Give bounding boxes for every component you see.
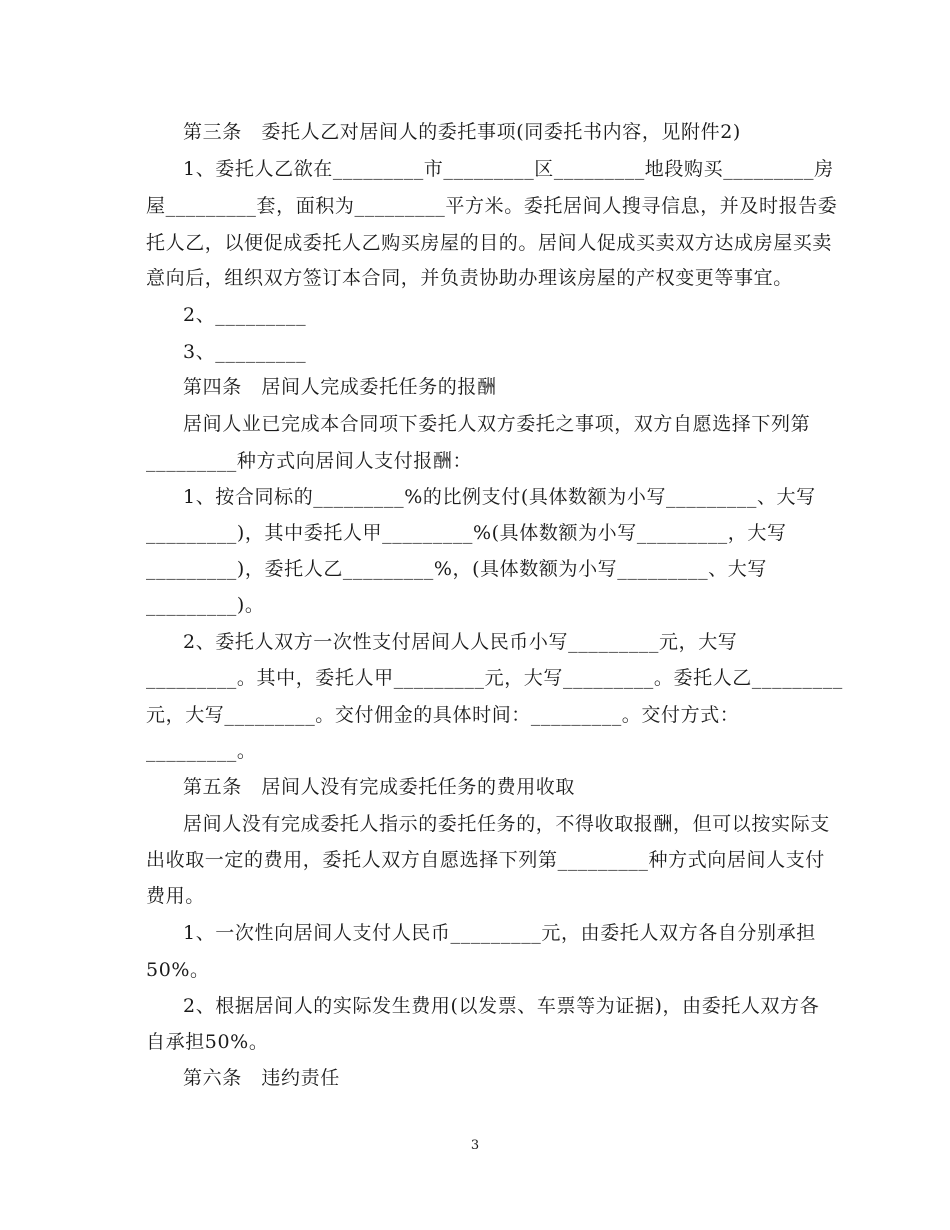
paragraph-line: 3、_________ [183, 341, 307, 363]
paragraph-line: 托人乙，以便促成委托人乙购买房屋的目的。居间人促成买卖双方达成房屋买卖 [146, 232, 833, 254]
paragraph-line: 元，大写_________。交付佣金的具体时间：_________。交付方式： [146, 704, 740, 726]
paragraph-line: 意向后，组织双方签订本合同，并负责协助办理该房屋的产权变更等事宜。 [146, 267, 793, 289]
page-number: 3 [470, 1138, 480, 1153]
paragraph-line: _________种方式向居间人支付报酬： [146, 450, 473, 472]
paragraph-line: 屋_________套，面积为_________平方米。委托居间人搜寻信息，并及时报告委 [146, 195, 838, 217]
paragraph-line: _________)。 [146, 594, 265, 616]
paragraph-line: _________。 [146, 740, 257, 762]
paragraph-line: 居间人业已完成本合同项下委托人双方委托之事项，双方自愿选择下列第 [183, 413, 811, 435]
paragraph-line: 自承担50%。 [146, 1031, 269, 1053]
article-5-heading: 第五条 居间人没有完成委托任务的费用收取 [183, 776, 576, 798]
paragraph-line: _________。其中，委托人甲_________元，大写_________。委托人乙_________ [146, 667, 843, 689]
paragraph-line: 1、一次性向居间人支付人民币_________元，由委托人双方各自分别承担 [183, 922, 816, 944]
paragraph-line: 1、按合同标的_________%的比例支付(具体数额为小写_________、大写 [183, 486, 816, 508]
paragraph-line: _________)，其中委托人甲_________%(具体数额为小写_________，大写 [146, 522, 787, 544]
article-3-heading: 第三条 委托人乙对居间人的委托事项(同委托书内容，见附件2) [183, 121, 741, 143]
paragraph-line: 50%。 [146, 959, 210, 981]
paragraph-line: 费用。 [146, 885, 205, 907]
paragraph-line: 1、委托人乙欲在_________市_________区_________地段购买_________房 [183, 158, 834, 180]
paragraph-line: 2、委托人双方一次性支付居间人人民币小写_________元，大写 [183, 631, 738, 653]
paragraph-line: 出收取一定的费用，委托人双方自愿选择下列第_________种方式向居间人支付 [146, 849, 825, 871]
paragraph-line: _________)，委托人乙_________%，(具体数额为小写_________、大写 [146, 558, 767, 580]
article-6-heading: 第六条 违约责任 [183, 1067, 340, 1089]
article-4-heading: 第四条 居间人完成委托任务的报酬 [183, 376, 497, 398]
paragraph-line: 居间人没有完成委托人指示的委托任务的，不得收取报酬，但可以按实际支 [183, 813, 830, 835]
paragraph-line: 2、_________ [183, 304, 307, 326]
paragraph-line: 2、根据居间人的实际发生费用(以发票、车票等为证据)，由委托人双方各 [183, 995, 820, 1017]
